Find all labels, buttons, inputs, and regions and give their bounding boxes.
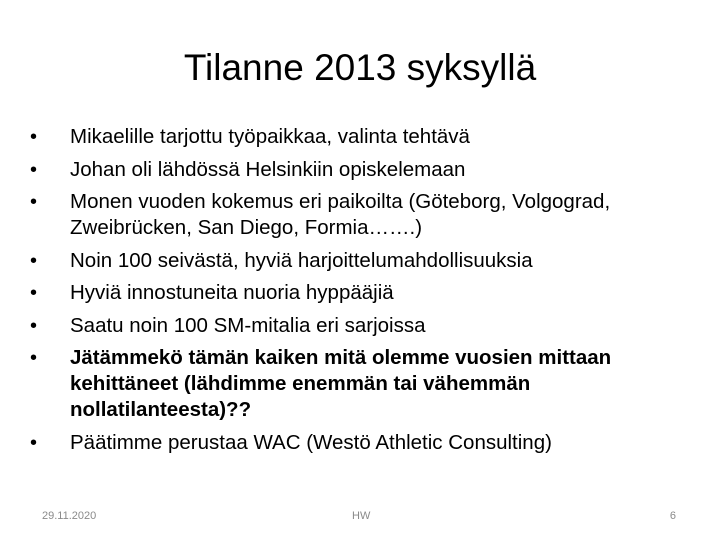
bullet-dot-icon: • <box>30 191 38 213</box>
footer-page-number: 6 <box>669 510 676 522</box>
bullet-item <box>30 157 690 183</box>
footer-author: HW <box>352 510 371 522</box>
bullet-text: Monen vuoden kokemus eri paikoilta (Göteborg, Volgograd, Zweibrücken, San Diego, Formia…….) <box>70 190 611 239</box>
bullet-dot-icon: • <box>30 431 38 454</box>
bullet-dot-icon: • <box>30 347 38 369</box>
bullet-text: Jätämmekö tämän kaiken mitä olemme vuosien mittaan kehittäneet (lähdimme enemmän tai vähemmän nollatilanteesta)?? <box>70 346 612 421</box>
bullet-text: Saatu noin 100 SM-mitalia eri sarjoissa <box>70 313 426 337</box>
bullet-dot-icon: • <box>30 126 38 148</box>
bullet-text: Johan oli lähdössä Helsinkiin opiskelemaan <box>70 157 466 181</box>
bullet-dot-icon: • <box>30 249 38 272</box>
bullet-dot-icon: • <box>30 314 38 337</box>
bullet-item-emphasized <box>30 345 690 423</box>
slide-title: Tilanne 2013 syksyllä <box>183 47 537 88</box>
bullet-item <box>30 313 690 339</box>
bullet-item <box>30 248 690 274</box>
bullet-text: Noin 100 seivästä, hyviä harjoittelumahdollisuuksia <box>70 248 533 272</box>
bullet-item <box>30 430 690 456</box>
bullet-text: Hyviä innostuneita nuoria hyppääjiä <box>70 281 394 304</box>
bullet-text: Päätimme perustaa WAC (Westö Athletic Consulting) <box>70 430 552 454</box>
bullet-dot-icon: • <box>30 158 38 181</box>
bullet-item <box>30 189 690 241</box>
bullet-item <box>30 124 690 150</box>
bullet-list <box>30 124 690 462</box>
bullet-item <box>30 280 690 306</box>
bullet-dot-icon: • <box>30 282 38 304</box>
footer-date: 29.11.2020 <box>42 510 97 522</box>
bullet-text: Mikaelille tarjottu työpaikkaa, valinta tehtävä <box>70 125 470 148</box>
